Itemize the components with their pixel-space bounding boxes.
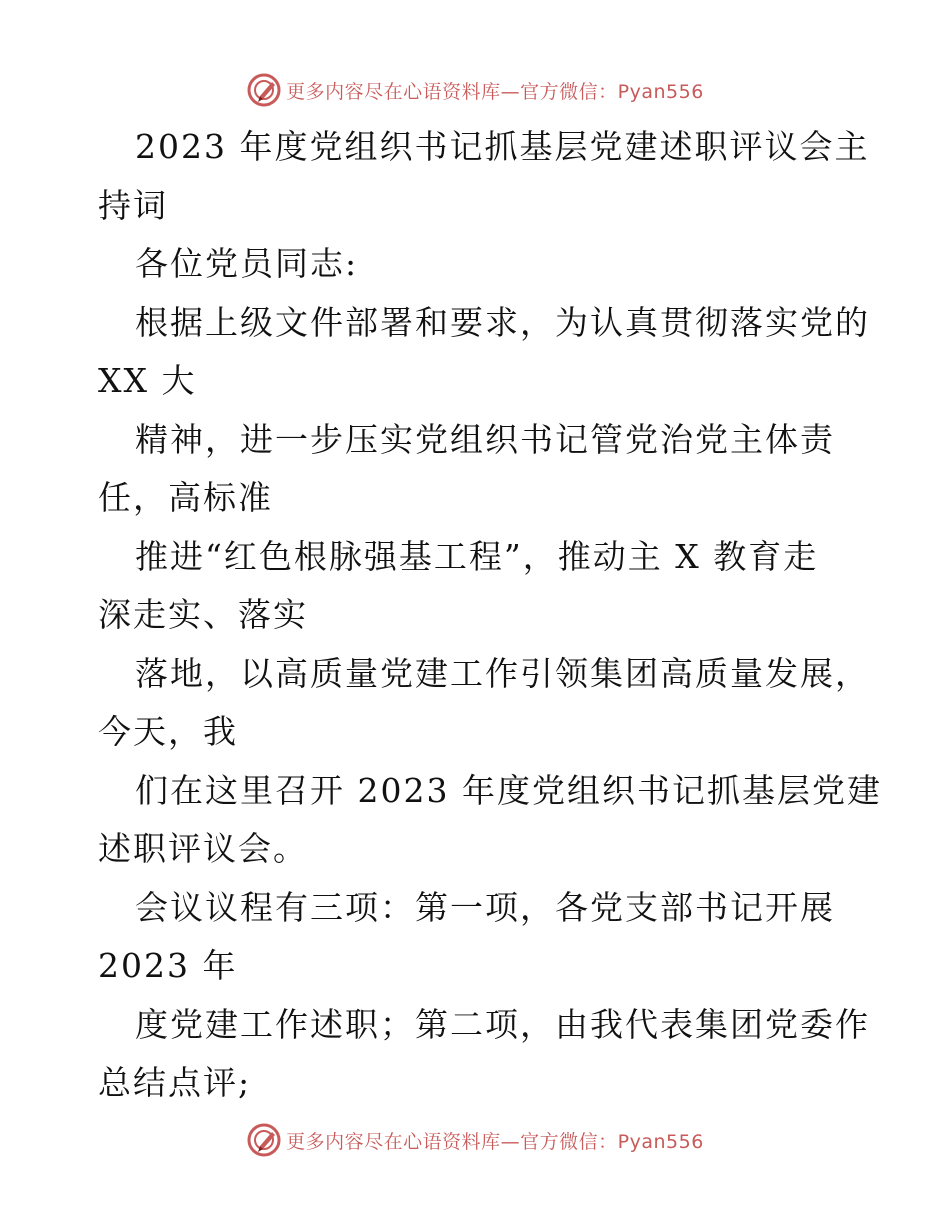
text-line: 今天，我 [98,712,238,751]
text-line: 任，高标准 [98,478,273,517]
text-line: 度党建工作述职；第二项，由我代表集团党委作 [135,1004,870,1044]
text-line: 总结点评; [98,1063,252,1102]
pen-circle-icon [246,72,282,108]
text-line: 2023 年 [98,946,238,985]
text-line: 根据上级文件部署和要求，为认真贯彻落实党的 [135,302,870,342]
text-line: 2023 年度党组织书记抓基层党建述职评议会主 [135,127,870,166]
footer-banner [0,1118,950,1162]
pen-circle-icon [246,1122,282,1158]
text-line: 落地，以高质量党建工作引领集团高质量发展， [135,653,870,693]
text-line: 述职评议会。 [98,829,308,868]
document-body [98,118,882,1113]
text-line: 会议议程有三项：第一项，各党支部书记开展 [135,887,835,927]
footer-banner-text: 更多内容尽在心语资料库—官方微信：Pyan556 [286,1130,704,1153]
header-banner [0,68,950,112]
text-line: 持词 [98,185,168,225]
header-banner-text: 更多内容尽在心语资料库—官方微信：Pyan556 [286,80,704,103]
text-line: 推进“红色根脉强基工程”，推动主 X 教育走 [135,536,819,576]
text-line: 各位党员同志: [135,244,359,283]
text-line: 们在这里召开 2023 年度党组织书记抓基层党建 [135,770,882,810]
text-line: 精神，进一步压实党组织书记管党治党主体责 [135,419,835,459]
text-line: 深走实、落实 [98,595,308,634]
text-line: XX 大 [98,361,197,400]
